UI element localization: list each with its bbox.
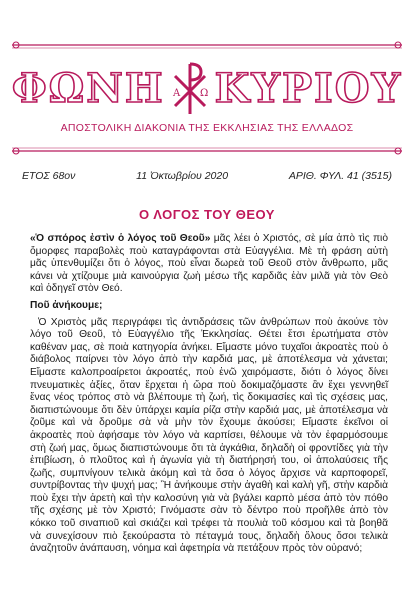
section-question-heading: Ποῦ ἀνήκουμε; bbox=[30, 299, 103, 311]
chi-rho-icon bbox=[167, 60, 213, 116]
issue-number: ΑΡΙΘ. ΦΥΛ. 41 (3515) bbox=[288, 170, 392, 182]
ornament-border-top bbox=[10, 40, 404, 50]
issue-year: ΕΤΟΣ 68ον bbox=[22, 170, 76, 182]
issue-date: 11 Ὀκτωβρίου 2020 bbox=[136, 170, 229, 182]
masthead bbox=[10, 40, 404, 158]
omega-letter: Ω bbox=[199, 88, 208, 99]
masthead-title bbox=[10, 58, 404, 118]
masthead-subtitle: ΑΠΟΣΤΟΛΙΚΗ ΔΙΑΚΟΝΙΑ ΤΗΣ ΕΚΚΛΗΣΙΑΣ ΤΗΣ ΕΛΛΑΔΟΣ bbox=[60, 122, 354, 134]
main-paragraph: Ὁ Χριστὸς μᾶς περιγράφει τὶς ἀντιδράσεις τῶν ἀνθρώπων ποὺ ἀκούνε τὸν λόγο τοῦ Θεοῦ, τὸ Εὐαγγέλιο τῆς Ἐκκλησίας. Θέτει ἔτσι ἐρωτήματα στὸν καθέναν μας, σὲ ποιὰ κατηγορία ἀνήκει. Εἴμαστε μόνο τυχαῖοι ἀκροατὲς ποὺ ὁ διάβολος παίρνει τὸν λόγο ἀπὸ τὴν καρδιά μας, μὲ ἀποτέλεσμα νὰ χάνεται; Εἴμαστε καλοπροαίρετοι ἀκροατές, ποὺ ἐνῶ χαιρόμαστε, διότι ὁ λόγος δίνει πνευματικὲς ἀξίες, ὅταν ἔρχεται ἡ ὥρα ποὺ δοκιμαζόμαστε ἂν ἔχει γεννηθεῖ ἕνας νέος τρόπος στὸ νὰ βλέπουμε τὴ ζωή, τὶς δοκιμασίες καὶ τὶς σχέσεις μας, διαπιστώνουμε ὅτι δὲν ὑπάρχει καμία ρίζα στὴν καρδιά μας, μὲ ἀποτέλεσμα νὰ ζοῦμε καὶ νὰ δροῦμε σὰ νὰ μὴν τὸν ἔχουμε ἀκούσει; Εἴμαστε ἐκεῖνοι οἱ ἀκροατὲς ποὺ ἀφήσαμε τὸν λόγο νὰ καρπίσει, θέλουμε νὰ τὸν ἐφαρμόσουμε στὴ ζωή μας, ὅμως διαπιστώνουμε ὅτι τὰ ἀγκάθια, δηλαδὴ οἱ φροντίδες γιὰ τὴν ἐπιβίωση, ὁ πλοῦτος καὶ ἡ ἀγωνία γιὰ τὴ διατήρησή του, οἱ ἀπολαύσεις τῆς ζωῆς, συμπνίγουν τελικὰ ἀκόμη καὶ τὰ ὅσα ὁ λόγος ἄρχισε νὰ καρποφορεῖ, συντρίβοντας τὴν ψυχή μας; Ἢ ἀνήκουμε στὴν ἀγαθὴ καὶ καλὴ γῆ, στὴν καρδιὰ ποὺ ἔχει τὴν ἀρετὴ καὶ τὴν καλοσύνη γιὰ νὰ βγάλει καρπὸ μέσα ἀπὸ τὸν πόθο τῆς σχέσης μὲ τὸν Χριστό; Γινόμαστε σὰν τὸ δέντρο ποὺ προῆλθε ἀπὸ τὸν κόκκο τοῦ σιναπιοῦ καὶ σκιάζει καὶ τρέφει τὰ πουλιὰ τοῦ κόσμου καὶ τὰ βοηθᾶ νὰ συνεχίσουν πιὸ ξεκούραστα τὸ πέταγμά τους, δηλαδὴ ὅλους ὅσοι τελικὰ ἀναζητοῦν ἀνάπαυση, νόημα καὶ ἀφετηρία νὰ πετάξουν πρὸς τὸν οὐρανό; bbox=[30, 316, 388, 555]
intro-quote: «Ὁ σπόρος ἐστὶν ὁ λόγος τοῦ Θεοῦ» bbox=[30, 233, 211, 244]
intro-text: μᾶς λέει ὁ Χριστός, σὲ μία ἀπὸ τὶς πιὸ ὄμορφες παραβολὲς ποὺ καταγράφονται στὰ Εὐαγγέλια. Μὲ τὴ φράση αὐτὴ μᾶς ὑπενθυμίζει ὅτι ὁ λόγος, ποὺ εἶναι δωρεὰ τοῦ Θεοῦ στὸν ἄνθρωπο, μᾶς κάνει νὰ χτίζουμε μιὰ καινούργια ζωὴ μέσω τῆς καρδιᾶς ἐὰν μιλᾶ γιὰ τὸν Θεὸ καὶ ὁδηγεῖ στὸν Θεό. bbox=[30, 233, 388, 295]
masthead-title-right: ΚΥΡΙΟΥ bbox=[214, 64, 403, 112]
intro-paragraph bbox=[30, 233, 388, 296]
ornament-border-bottom bbox=[10, 146, 404, 156]
alpha-letter: Α bbox=[172, 88, 180, 99]
issue-info-row bbox=[22, 170, 392, 182]
article-body bbox=[30, 233, 388, 560]
article-title: Ο ΛΟΓΟΣ ΤΟΥ ΘΕΟΥ bbox=[139, 207, 275, 222]
masthead-title-left: ΦΩΝΗ bbox=[11, 64, 165, 112]
